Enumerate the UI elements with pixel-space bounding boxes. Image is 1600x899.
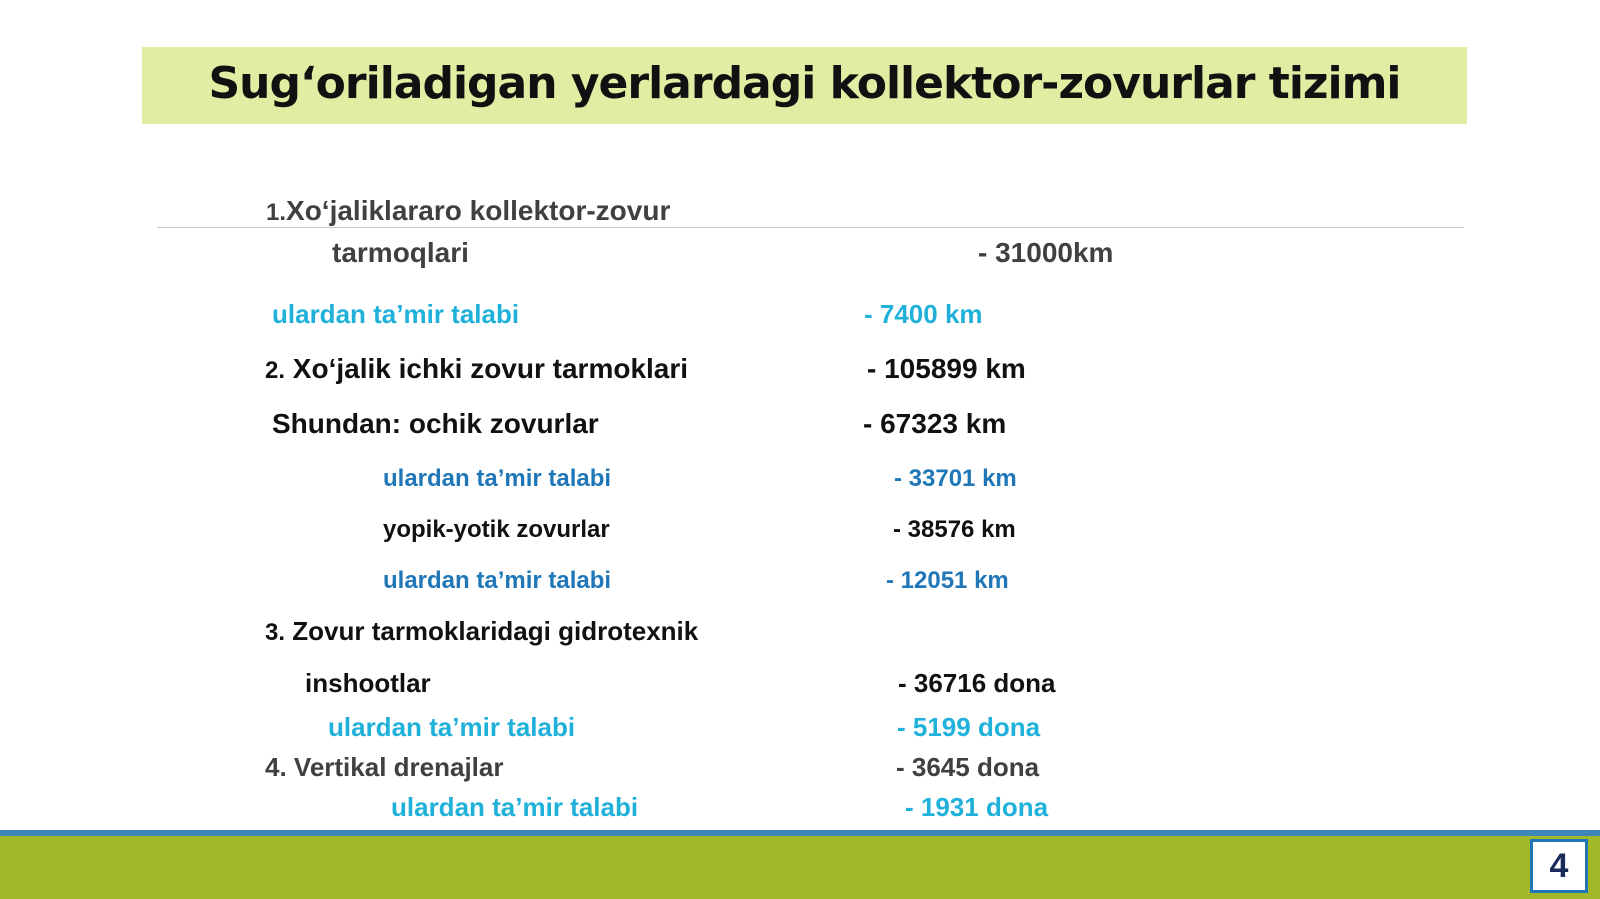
row-1-heading	[266, 195, 670, 227]
row-2-label: Xo‘jalik ichki zovur tarmoklari	[292, 353, 689, 384]
row-1-value: - 31000km	[978, 237, 1114, 268]
row-4-repair-value: - 1931 dona	[905, 792, 1049, 822]
row-1-repair-value: - 7400 km	[864, 299, 983, 329]
row-1-label: Xo‘jaliklararo kollektor-zovur	[286, 195, 671, 226]
row-3-heading	[265, 616, 698, 647]
row-4-value: - 3645 dona	[896, 752, 1040, 782]
row-2a-label: Shundan: ochik zovurlar	[272, 408, 599, 439]
row-2b-value: - 38576 km	[893, 516, 1016, 543]
row-3-repair-label: ulardan ta’mir talabi	[328, 712, 576, 742]
row-2b-repair-value: - 12051 km	[886, 567, 1009, 594]
row-3-number: 3.	[265, 619, 286, 646]
row-2-value: - 105899 km	[867, 353, 1026, 384]
row-2a-value: - 67323 km	[863, 408, 1007, 439]
row-2a-repair-value: - 33701 km	[894, 465, 1017, 492]
row-3-label: Zovur tarmoklaridagi gidrotexnik	[292, 616, 699, 646]
row-3-value: - 36716 dona	[898, 668, 1056, 698]
row-1-repair-label: ulardan ta’mir talabi	[272, 299, 520, 329]
row-2b-label: yopik-yotik zovurlar	[383, 516, 610, 543]
row-1-number: 1.	[266, 199, 287, 226]
row-2a-repair-label: ulardan ta’mir talabi	[383, 465, 612, 492]
row-4-repair-label: ulardan ta’mir talabi	[391, 792, 639, 822]
footer-bar	[0, 836, 1600, 899]
row-2-number: 2.	[265, 357, 286, 384]
row-3-repair-value: - 5199 dona	[897, 712, 1041, 742]
row-2b-repair-label: ulardan ta’mir talabi	[383, 567, 612, 594]
row-3-label-continued: inshootlar	[305, 668, 431, 698]
separator-line	[157, 227, 1464, 228]
page-number: 4	[1530, 839, 1588, 893]
row-2-heading	[265, 353, 688, 385]
row-4-label: 4. Vertikal drenajlar	[265, 752, 504, 782]
slide-title: Sug‘oriladigan yerlardagi kollektor-zovurlar tizimi	[208, 58, 1401, 109]
row-1-label-continued: tarmoqlari	[332, 237, 469, 268]
